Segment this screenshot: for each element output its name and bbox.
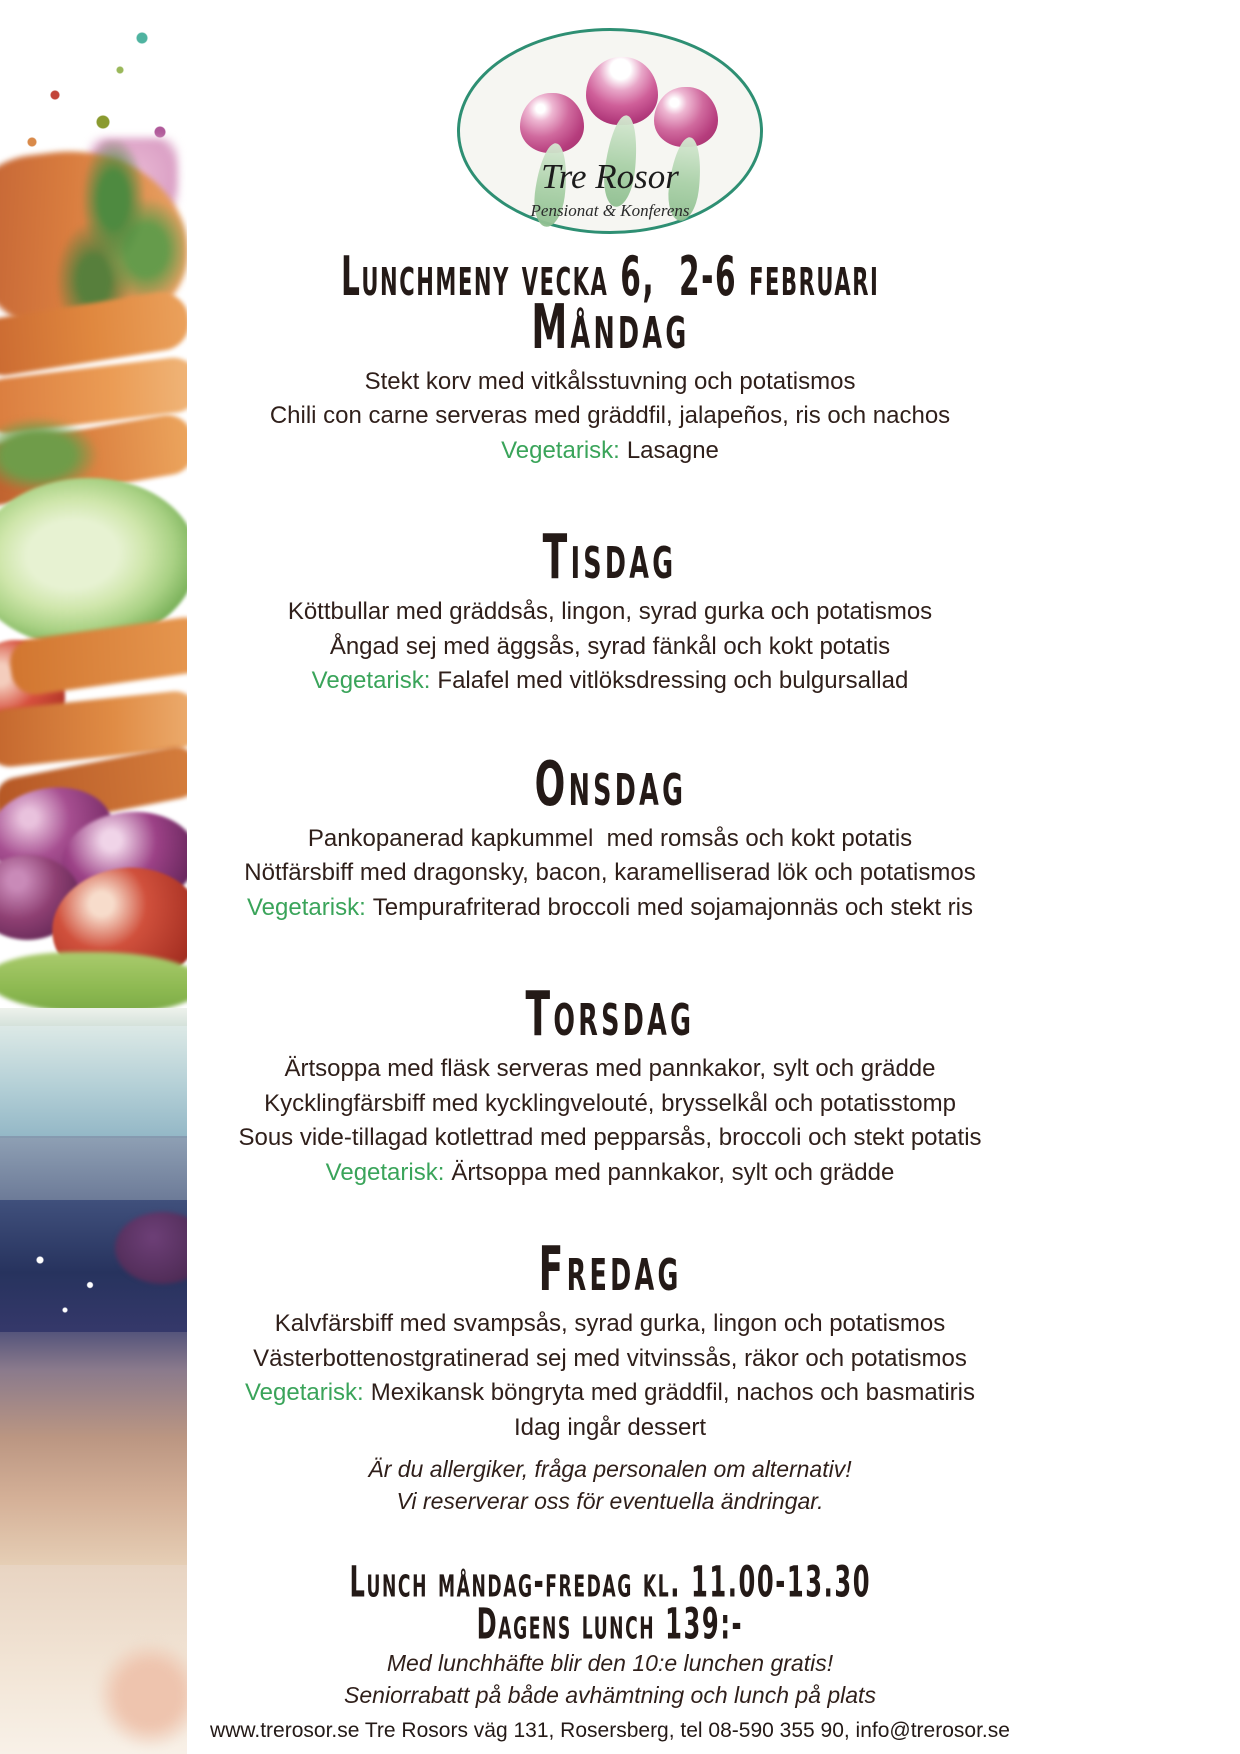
day-title-text: Måndag [530,291,690,363]
vegetarian-dish: Tempurafriterad broccoli med sojamajonnäs och stekt ris [372,893,973,921]
vegetarian-dish: Ärtsoppa med pannkakor, sylt och grädde [451,1158,895,1186]
menu-day-tuesday [10,521,1210,699]
vegetarian-label: Vegetarisk: [325,1158,445,1186]
rose-icon [586,57,658,125]
vegetarian-dish: Mexikansk böngryta med gräddfil, nachos och basmatiris [370,1379,976,1407]
menu-content [10,0,1210,1745]
day-title-text: Fredag [538,1233,682,1306]
dish-line: Pankopanerad kapkummel med romsås och kokt potatis [307,824,913,852]
rose-icon [520,93,584,153]
dish-line: Ångad sej med äggsås, syrad fänkål och kokt potatis [329,632,891,660]
dish-line: Kycklingfärsbiff med kycklingvelouté, brysselkål och potatisstomp [264,1089,956,1117]
rose-icon [654,87,718,147]
day-title [10,1233,1210,1306]
dish-line: Stekt korv med vitkålsstuvning och potatismos [364,367,856,395]
day-title-text: Onsdag [534,748,686,820]
tre-rosor-logo [457,28,763,234]
coupon-note: Med lunchhäfte blir den 10:e lunchen gratis! [386,1649,834,1676]
dish-line: Ärtsoppa med fläsk serveras med pannkakor, sylt och grädde [284,1055,936,1083]
vegetarian-dish: Falafel med vitlöksdressing och bulgursallad [437,667,909,695]
menu-title-text: Lunchmeny vecka 6, 2-6 februari [340,245,880,308]
vegetarian-line [10,664,1210,699]
dish-line: Kalvfärsbiff med svampsås, syrad gurka, lingon och potatismos [274,1310,946,1338]
vegetarian-line [10,1376,1210,1411]
dish-line: Sous vide-tillagad kotlettrad med pepparsås, broccoli och stekt potatis [238,1124,982,1152]
logo-name: Tre Rosor [541,157,679,196]
dish-line: Västerbottenostgratinerad sej med vitvinssås, räkor och potatismos [253,1344,967,1372]
vegetarian-label: Vegetarisk: [311,667,431,695]
lunch-price-text: Dagens lunch 139:- [476,1599,744,1650]
vegetarian-line [10,1156,1210,1191]
day-title [10,291,1210,363]
dish-line: Chili con carne serveras med gräddfil, jalapeños, ris och nachos [269,402,951,430]
lunch-hours-text: Lunch måndag-fredag kl. 11.00-13.30 [349,1557,871,1608]
menu-day-thursday [10,978,1210,1190]
changes-note: Vi reserverar oss för eventuella ändringar. [396,1488,824,1515]
menu-footer [10,1557,1210,1745]
contact-line: www.trerosor.se Tre Rosors väg 131, Rosersberg, tel 08-590 355 90, info@trerosor.se [210,1718,1010,1742]
dish-line: Köttbullar med gräddsås, lingon, syrad gurka och potatismos [287,598,933,626]
allergy-note: Är du allergiker, fråga personalen om alternativ! [368,1456,852,1483]
logo-subtitle: Pensionat & Konferens [530,201,690,220]
dish-line: Nötfärsbiff med dragonsky, bacon, karamelliserad lök och potatismos [244,859,976,887]
vegetarian-label: Vegetarisk: [247,893,366,921]
vegetarian-dish: Lasagne [626,436,719,464]
day-title [10,748,1210,820]
vegetarian-label: Vegetarisk: [501,436,620,464]
vegetarian-line [10,891,1210,926]
day-title [10,978,1210,1051]
dessert-note: Idag ingår dessert [513,1413,707,1441]
menu-notes [10,1453,1210,1517]
rose-bud [586,57,658,125]
menu-day-wednesday [10,748,1210,926]
vegetarian-label: Vegetarisk: [244,1379,364,1407]
vegetarian-line [10,434,1210,469]
menu-day-friday [10,1233,1210,1445]
senior-note: Seniorrabatt på både avhämtning och lunch på plats [344,1681,876,1708]
menu-day-monday [10,291,1210,469]
day-title-text: Torsdag [525,978,695,1051]
day-title [10,521,1210,594]
day-title-text: Tisdag [543,521,677,594]
lunch-price [10,1599,1210,1650]
